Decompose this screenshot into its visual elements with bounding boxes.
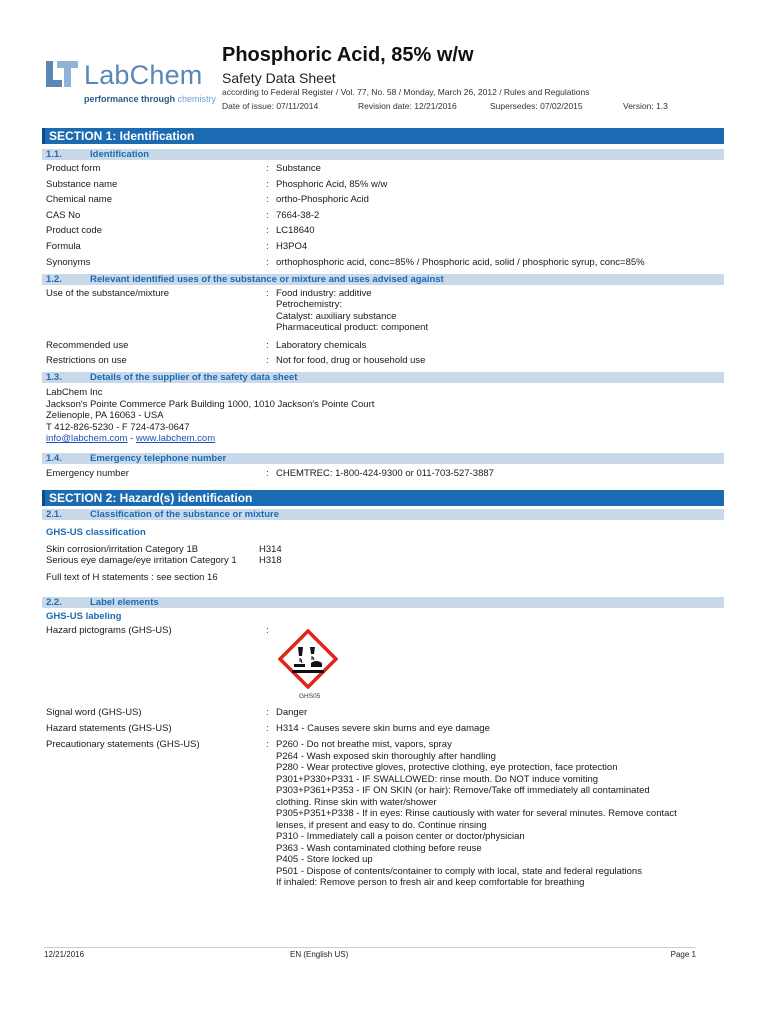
colon: : — [266, 339, 269, 351]
labchem-logo — [44, 58, 224, 106]
precautionary-statements-row — [42, 739, 724, 891]
ident-row-cas-no — [42, 210, 724, 226]
document-dates — [222, 101, 722, 113]
version: Version: 1.3 — [623, 101, 668, 111]
recommended-use-value: Laboratory chemicals — [276, 339, 367, 351]
link-separator: - — [127, 433, 136, 445]
pictogram-code: GHS05 — [299, 693, 321, 701]
subsection-1-3-heading — [42, 372, 724, 383]
restrictions-row — [42, 355, 724, 370]
full-text-note: Full text of H statements : see section 16 — [46, 571, 218, 583]
precautionary-label: Precautionary statements (GHS-US) — [46, 739, 200, 751]
subsection-1-1-heading — [42, 149, 724, 160]
ident-value: ortho-Phosphoric Acid — [276, 194, 369, 206]
hazard-class-name: Serious eye damage/eye irritation Category 1 — [46, 555, 237, 567]
colon: : — [266, 707, 269, 719]
subsection-1-2-heading — [42, 274, 724, 285]
ident-value: 7664-38-2 — [276, 209, 320, 221]
subsection-number: 1.3. — [46, 372, 62, 384]
document-subtitle: Safety Data Sheet — [222, 70, 336, 86]
hazard-statements-value: H314 - Causes severe skin burns and eye damage — [276, 723, 490, 735]
use-label: Use of the substance/mixture — [46, 287, 170, 299]
hazard-class-name: Skin corrosion/irritation Category 1B — [46, 543, 199, 555]
ident-row-formula — [42, 241, 724, 257]
brand-tagline — [84, 94, 216, 104]
subsection-number: 2.2. — [46, 597, 62, 609]
ident-value: orthophosphoric acid, conc=85% / Phosphoric acid, solid / phosphoric syrup, conc=85% — [276, 256, 645, 268]
regulation-reference: according to Federal Register / Vol. 77, No. 58 / Monday, March 26, 2012 / Rules and Regulations — [222, 87, 590, 97]
hazard-classification-list — [42, 544, 724, 567]
document-body — [42, 128, 724, 891]
ident-value: H3PO4 — [276, 240, 308, 252]
use-item: Food industry: additive — [276, 287, 372, 299]
hazard-statements-row — [42, 723, 724, 739]
recommended-use-label: Recommended use — [46, 339, 129, 351]
ident-row-synonyms — [42, 257, 724, 272]
hazard-class-row — [42, 544, 724, 556]
brand-tagline-light: chemistry — [177, 94, 217, 104]
precaution-line: P280 - Wear protective gloves, protective clothing, eye protection, face protection — [276, 762, 618, 774]
labchem-logo-icon — [44, 58, 80, 90]
supplier-address-line-2: Zelienople, PA 16063 - USA — [46, 410, 164, 422]
pictograms-label: Hazard pictograms (GHS-US) — [46, 625, 172, 637]
hazard-pictograms-row — [42, 625, 724, 705]
supplier-name: LabChem Inc — [46, 387, 103, 399]
emergency-number-row — [42, 468, 724, 482]
hazard-class-code: H318 — [259, 555, 282, 567]
hazard-class-code: H314 — [259, 543, 282, 555]
subsection-title: Identification — [90, 149, 150, 160]
ident-value: LC18640 — [276, 225, 315, 237]
ident-row-substance-name — [42, 179, 724, 195]
subsection-title: Relevant identified uses of the substance or mixture and uses advised against — [90, 273, 444, 285]
emergency-label: Emergency number — [46, 467, 129, 479]
ghs-classification-heading: GHS-US classification — [46, 526, 146, 538]
subsection-number: 2.1. — [46, 508, 62, 520]
date-of-issue: Date of issue: 07/11/2014 — [222, 101, 319, 111]
subsection-title: Emergency telephone number — [90, 452, 227, 464]
restrictions-value: Not for food, drug or household use — [276, 355, 426, 367]
supplier-website-link[interactable]: www.labchem.com — [135, 433, 216, 445]
document-header — [0, 0, 768, 120]
subsection-2-2-heading — [42, 597, 724, 608]
recommended-use-row — [42, 340, 724, 356]
ident-label: Product form — [46, 163, 101, 174]
subsection-1-4-heading — [42, 453, 724, 464]
subsection-title: Classification of the substance or mixture — [90, 508, 279, 520]
use-item: Petrochemistry: — [276, 299, 342, 311]
section-1-heading: SECTION 1: Identification — [42, 128, 724, 144]
footer-page-number: Page 1 — [670, 950, 696, 959]
brand-tagline-bold: performance through — [84, 94, 176, 104]
precaution-line: If inhaled: Remove person to fresh air and keep comfortable for breathing — [276, 877, 585, 889]
emergency-value: CHEMTREC: 1-800-424-9300 or 011-703-527-3887 — [276, 467, 494, 479]
supersedes-date: Supersedes: 07/02/2015 — [490, 101, 583, 111]
corrosion-icon — [278, 629, 338, 689]
supplier-phone: T 412-826-5230 - F 724-473-0647 — [46, 421, 190, 433]
precaution-line: P303+P361+P353 - IF ON SKIN (or hair): Remove/Take off immediately all contaminated — [276, 785, 650, 797]
use-list — [276, 288, 724, 334]
subsection-number: 1.1. — [46, 149, 62, 160]
use-item: Catalyst: auxiliary substance — [276, 310, 397, 322]
precaution-line: P301+P330+P331 - IF SWALLOWED: rinse mouth. Do NOT induce vomiting — [276, 773, 599, 785]
document-title: Phosphoric Acid, 85% w/w — [222, 44, 474, 66]
ident-label: Synonyms — [46, 256, 91, 268]
colon: : — [266, 287, 269, 299]
ident-value: Substance — [276, 163, 321, 174]
subsection-title: Label elements — [90, 597, 159, 609]
ident-label: Product code — [46, 225, 102, 237]
subsection-2-1-heading — [42, 509, 724, 520]
brand-name: LabChem — [84, 60, 203, 90]
footer-language: EN (English US) — [290, 950, 349, 959]
colon: : — [266, 256, 269, 268]
ident-row-product-form — [42, 163, 724, 179]
precaution-line: lenses, if present and easy to do. Continue rinsing — [276, 819, 487, 831]
subsection-title: Details of the supplier of the safety data sheet — [90, 372, 298, 384]
colon: : — [266, 739, 269, 751]
colon: : — [266, 723, 269, 735]
supplier-email-link[interactable]: info@labchem.com — [46, 433, 128, 445]
supplier-address-line-1: Jackson's Pointe Commerce Park Building 1000, 1010 Jackson's Pointe Court — [46, 398, 375, 410]
subsection-number: 1.2. — [46, 273, 62, 285]
use-item: Pharmaceutical product: component — [276, 322, 429, 334]
supplier-links — [46, 433, 724, 445]
precaution-line: P264 - Wash exposed skin thoroughly after handling — [276, 750, 496, 762]
ident-label: Chemical name — [46, 194, 112, 206]
colon: : — [266, 194, 269, 206]
ident-label: Formula — [46, 240, 81, 252]
footer-date: 12/21/2016 — [44, 950, 85, 959]
identification-table — [42, 163, 724, 272]
ident-label: CAS No — [46, 209, 81, 221]
signal-word-label: Signal word (GHS-US) — [46, 707, 142, 719]
colon: : — [266, 625, 269, 637]
precaution-line: P305+P351+P338 - If in eyes: Rinse cautiously with water for several minutes. Remove contact — [276, 808, 677, 820]
precaution-line: clothing. Rinse skin with water/shower — [276, 796, 437, 808]
revision-date: Revision date: 12/21/2016 — [358, 101, 457, 111]
colon: : — [266, 209, 269, 221]
colon: : — [266, 163, 269, 174]
precaution-line: P260 - Do not breathe mist, vapors, spray — [276, 739, 452, 751]
precaution-line: P310 - Immediately call a poison center or doctor/physician — [276, 831, 525, 843]
hazard-statements-label: Hazard statements (GHS-US) — [46, 723, 172, 735]
signal-word-row — [42, 707, 724, 723]
hazard-class-row — [42, 555, 724, 567]
colon: : — [266, 240, 269, 252]
ident-row-product-code — [42, 225, 724, 241]
restrictions-label: Restrictions on use — [46, 355, 127, 367]
subsection-number: 1.4. — [46, 452, 62, 464]
colon: : — [266, 178, 269, 190]
colon: : — [266, 355, 269, 367]
ident-row-chemical-name — [42, 194, 724, 210]
colon: : — [266, 467, 269, 479]
precaution-line: P501 - Dispose of contents/container to comply with local, state and federal regulations — [276, 865, 642, 877]
precautionary-list — [276, 739, 724, 889]
ident-label: Substance name — [46, 178, 118, 190]
ghs-labeling-heading: GHS-US labeling — [46, 611, 122, 623]
page-footer — [44, 947, 696, 959]
signal-word-value: Danger — [276, 707, 308, 719]
precaution-line: P363 - Wash contaminated clothing before reuse — [276, 842, 482, 854]
supplier-details — [42, 387, 724, 445]
colon: : — [266, 225, 269, 237]
use-of-substance-row — [42, 288, 724, 340]
precaution-line: P405 - Store locked up — [276, 854, 373, 866]
ident-value: Phosphoric Acid, 85% w/w — [276, 178, 388, 190]
section-2-heading: SECTION 2: Hazard(s) identification — [42, 490, 724, 506]
